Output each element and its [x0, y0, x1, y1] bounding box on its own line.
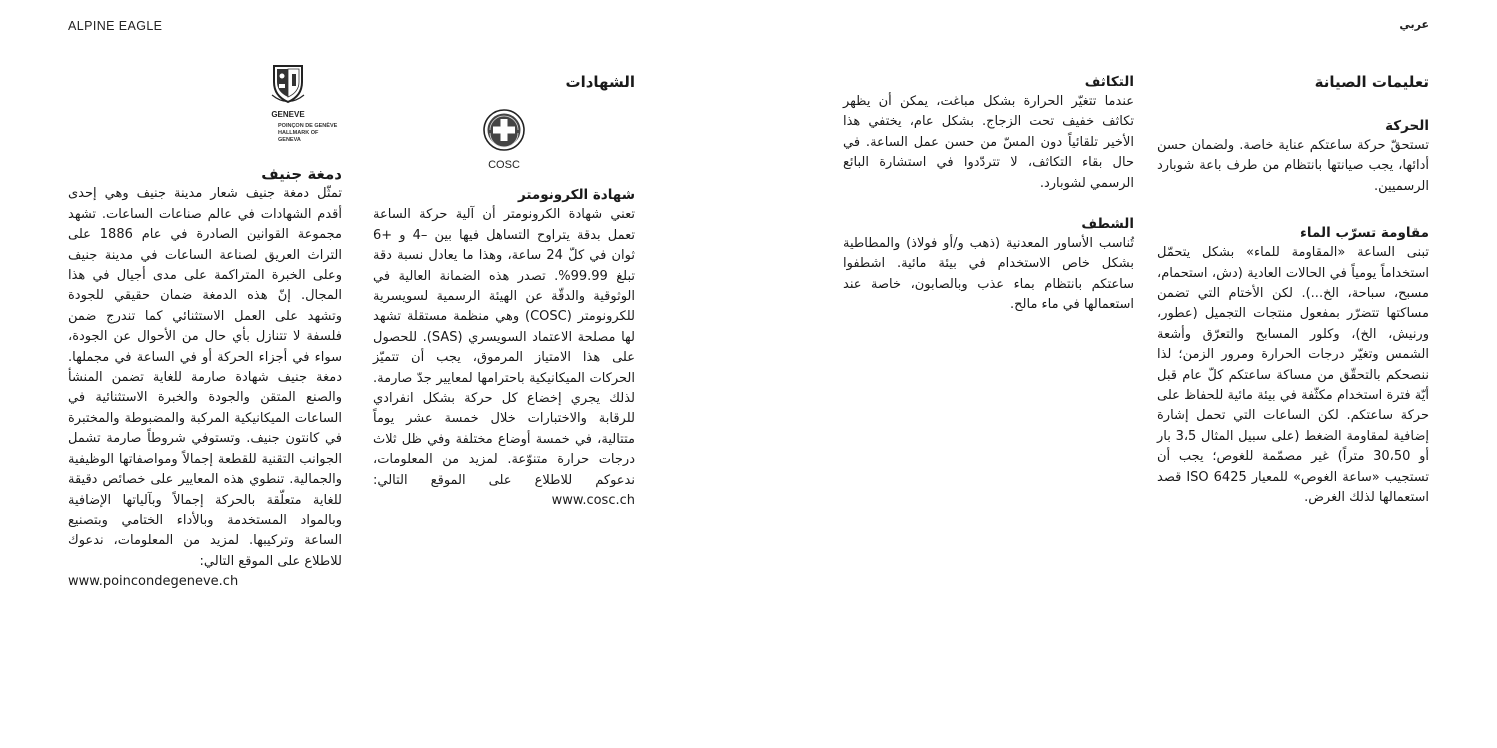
water-resistance-text: تبنى الساعة «المقاومة للماء» بشكل يتحمّل استخداماً يومياً في الحالات العادية (دش، استحمام، مسبح، سباحة، الخ...). لكن الأختام التي تضمن مساكتها تتضرّر بمفعول منتجات التجميل (عطور، ورنيش، الخ)، وكلور المسابح والتعرّق وأشعة الشمس وتغيّر درجات الحرارة ومرور الزمن؛ لذا ننصحكم بالتحقّق من مساكة ساعتكم كلّ عام قبل أيّة فترة استخدام مكثّفة في بيئة مائية للحفاظ على حركة ساعتكم. لكن الساعات التي تحمل إشارة إضافية لمقاومة الضغط (على سبيل المثال 3،5 بار أو 30،50 متراً) غير مصمّمة للغوص؛ يجب أن تستجيب «ساعة الغوص» للمعيار ISO 6425 قصد استعمالها لذلك الغرض.	[1157, 245, 1429, 506]
care-column	[843, 72, 1134, 316]
condensation-text: عندما تتغيّر الحرارة بشكل مباغت، يمكن أن يظهر تكاثف خفيف تحت الزجاج. بشكل عام، يختفي هذا الأخير تلقائياً دون المسّ من حسن عمل الساعة. في حال بقاء التكاثف، لا تتردّدوا في استشارة البائع الرسمي لشوبارد.	[843, 94, 1134, 191]
certificates-title: الشهادات	[565, 73, 635, 91]
cosc-link[interactable]: www.cosc.ch	[551, 493, 635, 509]
hallmark-caption-line2: HALLMARK OF GENEVA	[278, 130, 319, 144]
brand-name: ALPINE EAGLE	[68, 19, 163, 33]
cosc-logo	[373, 108, 635, 171]
condensation-heading: التكاثف	[1084, 74, 1134, 90]
water-resistance-heading: مقاومة تسرّب الماء	[1300, 225, 1429, 242]
rinsing-text: تُناسب الأساور المعدنية (ذهب و/أو فولاذ) والمطاطية بشكل خاص الاستخدام في بيئة مائية. اشطفوا ساعتكم بانتظام بماء عذب وبالصابون، خاصة عند استعمالها في ماء مالح.	[843, 236, 1134, 313]
geneva-shield-icon	[268, 62, 308, 106]
hallmark-caption-line1: POINÇON DE GENÈVE	[278, 123, 338, 130]
maintenance-column	[1157, 72, 1429, 509]
cosc-emblem-icon	[482, 108, 526, 152]
certificates-column	[373, 72, 635, 512]
geneva-seal-heading: دمغة جنيف	[261, 165, 342, 184]
chronometer-text: تعني شهادة الكرونومتر أن آلية حركة الساعة تعمل بدقة يتراوح التساهل فيها بين –4 و +6 ثوان في كلّ 24 ساعة، وهذا ما يعادل نسبة دقة تبلغ 99.99%. تصدر هذه الضمانة العالية في الوثوقية والدقّة عن الهيئة الرسمية لسويسرية للكرونومتر (COSC) وهي منظمة مستقلة تشهد لها مصلحة الاعتماد السويسري (SAS). للحصول على هذا الامتياز المرموق، يجب أن تتميّز الحركات الميكانيكية باحترامها لمعايير جدّ صارمة. لذلك يجري إخضاع كل حركة بشكل انفرادي للرقابة والاختبارات خلال خمسة عشر يوماً متتالية، في خمسة أوضاع مختلفة وفي ظل ثلاث درجات حرارة متنوّعة. لمزيد من المعلومات، ندعوكم للاطلاع على الموقع التالي:	[373, 207, 635, 488]
maintenance-title: تعليمات الصيانة	[1314, 73, 1429, 91]
rinsing-heading: الشطف	[1081, 216, 1134, 233]
chronometer-heading: شهادة الكرونومتر	[518, 187, 635, 204]
geneva-link[interactable]: www.poincondegeneve.ch	[68, 574, 239, 590]
geneva-column	[68, 62, 342, 593]
cosc-logo-text: COSC	[488, 159, 520, 172]
language-label: عربي	[1399, 18, 1429, 31]
hallmark-caption	[68, 123, 342, 144]
geneva-hallmark-logo	[68, 62, 342, 121]
geneva-logo-text: GENEVE	[271, 110, 305, 120]
geneva-logo-text-arc	[265, 107, 311, 121]
geneva-seal-text: تمثّل دمغة جنيف شعار مدينة جنيف وهي إحدى أقدم الشهادات في عالم صناعات الساعات. تشهد مجموعة القوانين الصادرة في عام 1886 على التراث العريق لصناعة الساعات في مدينة جنيف وعلى الخبرة المتراكمة على مدى أجيال في هذا المجال. إنّ هذه الدمغة ضمان حقيقي للجودة وتشهد على العمل الاستثنائي كما تندرج ضمن فلسفة لا تتنازل بأي حال من الأحوال عن الجودة، سواء في أجزاء الحركة أو في الساعة في مجملها. دمغة جنيف شهادة صارمة للغاية تضمن المنشأ والصنع المتقن والجودة والخبرة الاستثنائية في الساعات الميكانيكية المركبة والمضبوطة والمختبرة في كانتون جنيف. وتستوفي شروطاً صارمة تشمل الجوانب التقنية للقطعة إجمالاً ومواصفاتها الوظيفية والجمالية. تنطوي هذه المعايير على خصائص دقيقة للغاية متعلّقة بالحركة إجمالاً وبآلياتها الإضافية وبالمواد المستخدمة وبالأداء الختامي وبتصنيع الساعة وتركيبها. لمزيد من المعلومات، ندعوك للاطلاع على الموقع التالي:	[68, 186, 343, 569]
movement-heading: الحركة	[1385, 118, 1429, 134]
movement-text: تستحقّ حركة ساعتكم عناية خاصة. ولضمان حسن أدائها، يجب صيانتها بانتظام من طرف باعة شوبارد الرسميين.	[1157, 138, 1429, 194]
